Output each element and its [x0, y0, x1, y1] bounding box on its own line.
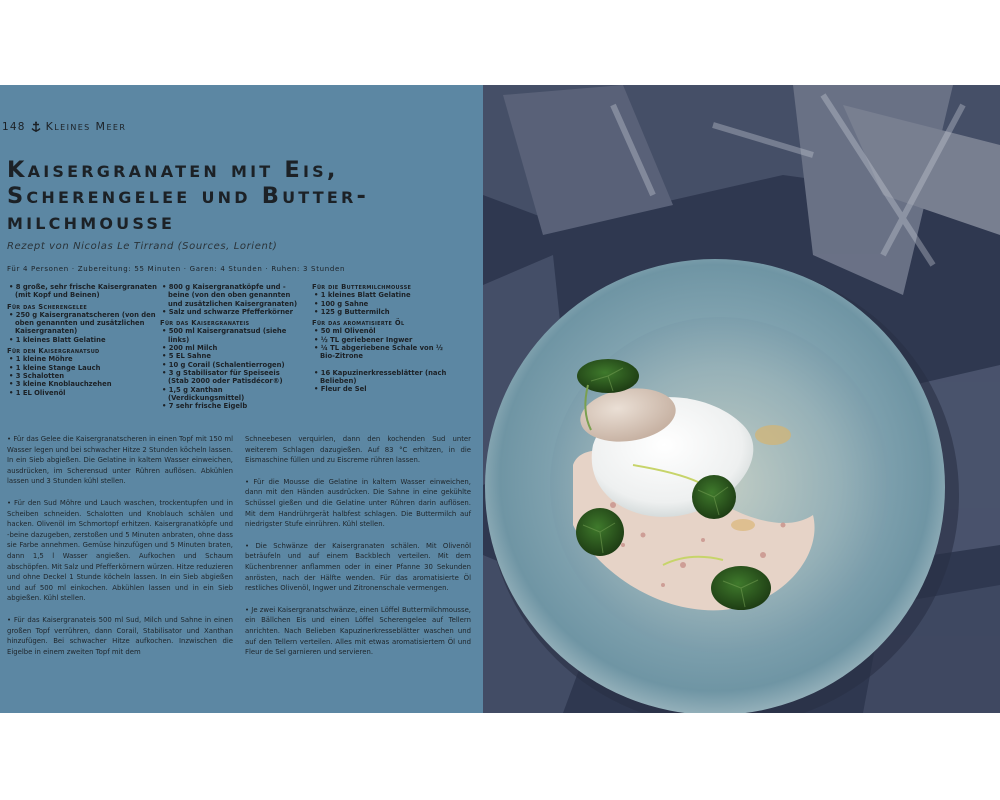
ingredient-item: • ½ TL geriebener Ingwer: [312, 336, 447, 344]
method-step: • Die Schwänze der Kaisergranaten schälen. Mit Olivenöl beträufeln und auf einem Backblech verteilen. Mit dem Küchenbrenner anflammen oder in einer Pfanne 30 Sekunden anrösten, nach der Hälfte wenden. Für das aromatisierte Öl restliches Olivenöl, Ingwer und Zitronenschale vermengen.: [245, 541, 471, 593]
ingredients-column-3: [312, 283, 447, 394]
method-column-left: [7, 434, 233, 668]
title-line: Kaisergranaten mit Eis,: [7, 157, 339, 183]
ingredient-group-heading: Für den Kaisergranatsud: [7, 347, 100, 356]
ingredient-item: • 1 EL Olivenöl: [7, 389, 157, 397]
ingredient-item: • 1 kleines Blatt Gelatine: [7, 336, 157, 344]
ingredient-item: • 7 sehr frische Eigelb: [160, 402, 300, 410]
section-name: Kleines Meer: [45, 120, 127, 133]
nasturtium-leaf: [692, 475, 736, 519]
ingredient-item: • 250 g Kaisergranatscheren (von den oben genannten und zusätzlichen Kaisergranaten): [7, 311, 157, 336]
nasturtium-leaf: [576, 508, 624, 556]
method-step: • Für die Mousse die Gelatine in kaltem Wasser einweichen, dann mit den Händen ausdrücken. Die Sahne in eine gekühlte Schüssel gießen und die Gelatine unter Rühren darin auflösen. Mit dem Handrührgerät halbfest schlagen. Die Buttermilch auf niedrigster Stufe einrühren. Kühl stellen.: [245, 477, 471, 529]
dish-illustration: [483, 85, 1000, 713]
title-line: Scherengelee und Butter-: [7, 183, 370, 209]
ingredient-item: • 1 kleines Blatt Gelatine: [312, 291, 447, 299]
ingredient-item: • 8 große, sehr frische Kaisergranaten (mit Kopf und Beinen): [7, 283, 157, 300]
method-column-right: [245, 434, 471, 669]
ingredients-column-2: [160, 283, 300, 410]
ingredient-item: • 100 g Sahne: [312, 300, 447, 308]
ingredient-item: • Fleur de Sel: [312, 385, 447, 393]
ingredient-item: • 125 g Buttermilch: [312, 308, 447, 316]
ingredient-item: • ¼ TL abgeriebene Schale von ½ Bio-Zitrone: [312, 344, 447, 361]
ingredient-group-heading: Für das Kaisergranateis: [160, 319, 250, 328]
ingredient-item: • 3 g Stabilisator für Speiseeis (Stab 2000 oder Patisdécor®): [160, 369, 300, 386]
ingredient-item: • 16 Kapuzinerkresseblätter (nach Belieben): [312, 369, 447, 386]
page-header: [2, 120, 126, 133]
ingredient-item: • 3 kleine Knoblauchzehen: [7, 380, 157, 388]
ingredient-item: • 5 EL Sahne: [160, 352, 300, 360]
ingredient-item: • Salz und schwarze Pfefferkörner: [160, 308, 300, 316]
recipe-title: [7, 157, 477, 235]
ingredient-group-heading: Für die Buttermilchmousse: [312, 283, 412, 291]
ingredient-group-heading: Für das Scherengelee: [7, 302, 88, 311]
ingredient-item: • 1 kleine Möhre: [7, 355, 157, 363]
book-spread: [0, 85, 1000, 713]
ingredient-group-heading: Für das aromatisierte Öl: [312, 319, 405, 328]
nasturtium-leaf: [711, 566, 771, 610]
title-line: milchmousse: [7, 209, 176, 235]
recipe-page: [0, 85, 483, 713]
method-step: • Für das Gelee die Kaisergranatscheren in einen Topf mit 150 ml Wasser legen und bei schwacher Hitze 2 Stunden köcheln lassen. In ein Sieb abgießen. Die Gelatine in kaltem Wasser einweichen, ausdrücken, im Scherensud unter Rühren auflösen. Abkühlen lassen und 3 Stunden kühl stellen.: [7, 435, 233, 486]
page-number: 148: [2, 120, 26, 133]
anchor-icon: [30, 121, 42, 133]
ingredient-item: • 3 Schalotten: [7, 372, 157, 380]
ingredient-item: • 200 ml Milch: [160, 344, 300, 352]
ingredient-item: • 500 ml Kaisergranatsud (siehe links): [160, 327, 300, 344]
dish-photo: [483, 85, 1000, 713]
ingredient-item: • 10 g Corail (Schalentierrogen): [160, 361, 300, 369]
recipe-meta: Für 4 Personen · Zubereitung: 55 Minuten · Garen: 4 Stunden · Ruhen: 3 Stunden: [7, 265, 346, 273]
method-step: • Je zwei Kaisergranatschwänze, einen Löffel Buttermilchmousse, ein Bällchen Eis und einen Löffel Scherengelee auf Tellern anrichten. Nach Belieben Kapuzinerkresseblätter waschen und auf den Tellern verteilen. Alles mit etwas aromatisiertem Öl und Fleur de Sel garnieren und servieren.: [245, 605, 471, 657]
ingredients-column-1: [7, 283, 157, 397]
ingredient-item: • 1,5 g Xanthan (Verdickungsmittel): [160, 386, 300, 403]
method-step: Schneebesen verquirlen, dann den kochenden Sud unter weiterem Schlagen dazugießen. Auf 83 °C erhitzen, in die Eismaschine füllen und zu Eiscreme rühren lassen.: [245, 435, 471, 465]
ingredient-item: • 800 g Kaisergranatköpfe und -beine (von den oben genannten und zusätzlichen Kaisergranaten): [160, 283, 300, 308]
ingredient-item: • 1 kleine Stange Lauch: [7, 364, 157, 372]
method-step: • Für den Sud Möhre und Lauch waschen, trockentupfen und in Scheiben schneiden. Schalotten und Knoblauch schälen und hacken. Olivenöl im Schmortopf erhitzen. Kaisergranatköpfe und -beine dazugeben, zerstoßen und 5 Minuten anbraten, ohne dass sie Farbe annehmen. Gemüse hinzufügen und 5 Minuten braten, dann 1,5 l Wasser angießen. Aufkochen und Schaum abschöpfen. Mit Salz und Pfefferkörnern würzen. Hitze reduzieren und ohne Deckel 1 Stunde köcheln lassen. In ein Sieb abgießen und auf 500 ml einkochen. Abkühlen lassen und in ein Sieb abgießen. Kühl stellen.: [7, 498, 233, 603]
recipe-byline: Rezept von Nicolas Le Tirrand (Sources, Lorient): [7, 241, 278, 252]
ingredient-item: • 50 ml Olivenöl: [312, 327, 447, 335]
method-step: • Für das Kaisergranateis 500 ml Sud, Milch und Sahne in einen großen Topf verrühren, dann Corail, Stabilisator und Xanthan hinzufügen. Bei schwacher Hitze aufkochen. Inzwischen die Eigelbe in einem zweiten Topf mit dem: [7, 615, 233, 656]
